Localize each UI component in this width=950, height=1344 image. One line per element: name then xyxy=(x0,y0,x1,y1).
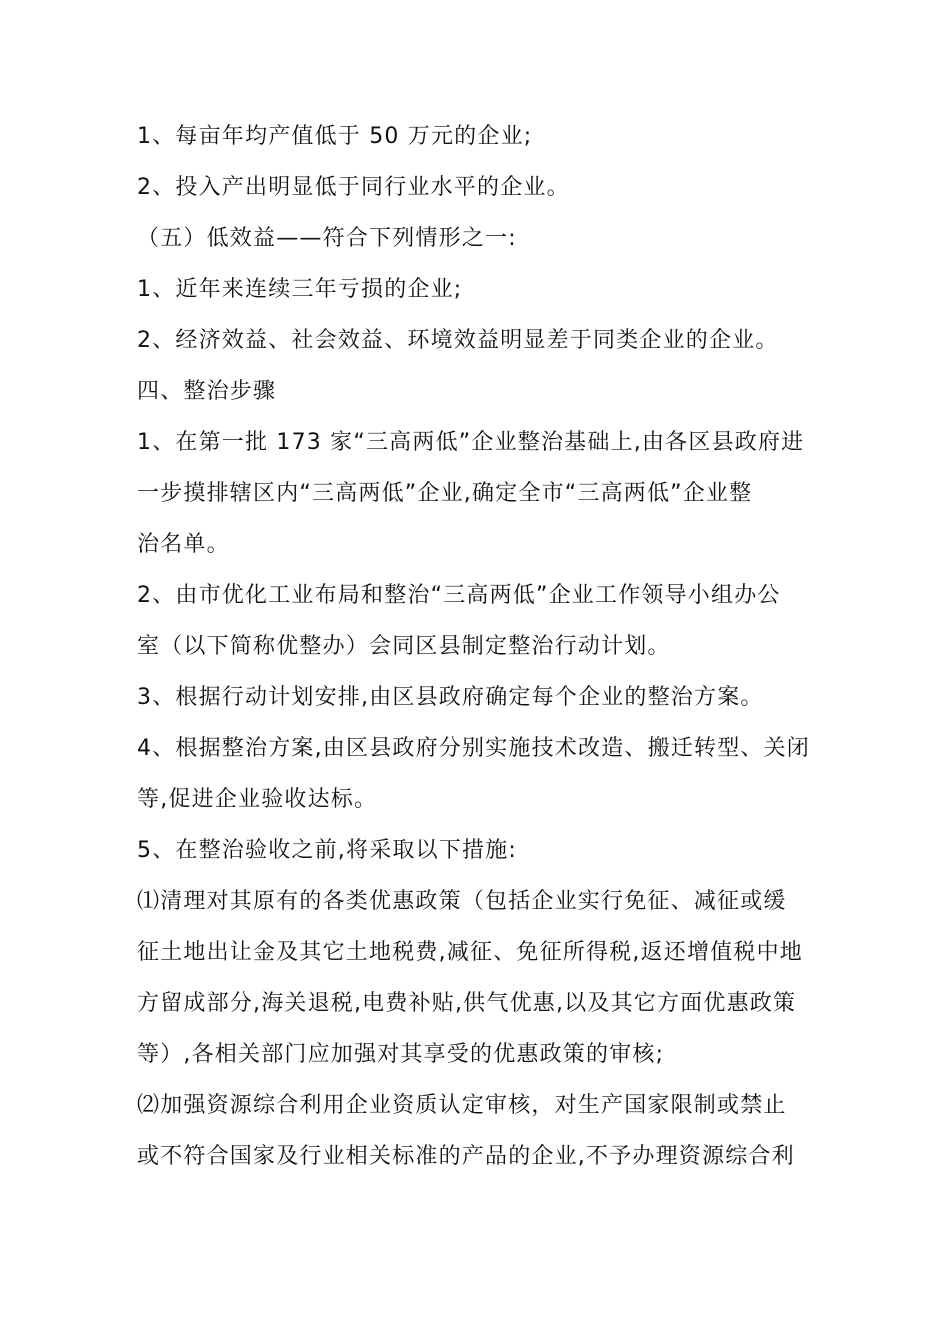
text-line: 或不符合国家及行业相关标准的产品的企业,不予办理资源综合利 xyxy=(137,1144,795,1169)
text-line: 1、近年来连续三年亏损的企业; xyxy=(137,277,463,302)
text-line: 治名单。 xyxy=(137,532,230,557)
text-line: 等,促进企业验收达标。 xyxy=(137,787,378,812)
text-line: 5、在整治验收之前,将采取以下措施: xyxy=(137,838,518,863)
text-line: ⑵加强资源综合利用企业资质认定审核，对生产国家限制或禁止 xyxy=(137,1093,787,1118)
text-line: 3、根据行动计划安排,由区县政府确定每个企业的整治方案。 xyxy=(137,685,764,710)
text-line: 1、每亩年均产值低于 50 万元的企业; xyxy=(137,124,533,149)
text-line: 2、经济效益、社会效益、环境效益明显差于同类企业的企业。 xyxy=(137,328,779,353)
text-line: 征土地出让金及其它土地税费,减征、免征所得税,返还增值税中地 xyxy=(137,940,803,965)
text-line: 室（以下简称优整办）会同区县制定整治行动计划。 xyxy=(137,634,671,659)
text-line: 方留成部分,海关退税,电费补贴,供气优惠,以及其它方面优惠政策 xyxy=(137,991,797,1016)
text-line: 一步摸排辖区内“三高两低”企业,确定全市“三高两低”企业整 xyxy=(137,481,753,506)
text-line: 1、在第一批 173 家“三高两低”企业整治基础上,由各区县政府进 xyxy=(137,430,805,455)
text-line: 2、由市优化工业布局和整治“三高两低”企业工作领导小组办公 xyxy=(137,583,781,608)
text-line: 4、根据整治方案,由区县政府分别实施技术改造、搬迁转型、关闭 xyxy=(137,736,810,761)
section-heading: 四、整治步骤 xyxy=(137,379,277,404)
section-heading: （五）低效益——符合下列情形之一: xyxy=(137,226,517,251)
text-line: 等）,各相关部门应加强对其享受的优惠政策的审核; xyxy=(137,1042,665,1067)
text-line: 2、投入产出明显低于同行业水平的企业。 xyxy=(137,175,570,200)
text-line: ⑴清理对其原有的各类优惠政策（包括企业实行免征、减征或缓 xyxy=(137,889,787,914)
